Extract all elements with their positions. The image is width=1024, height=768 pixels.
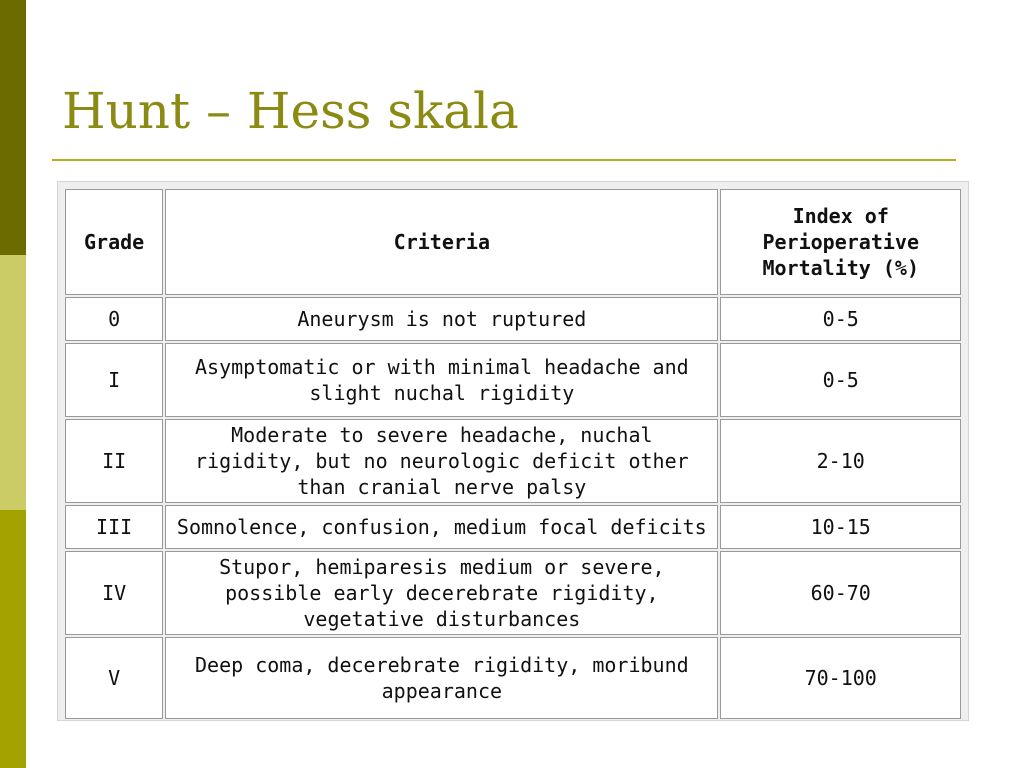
cell-grade: V xyxy=(65,637,163,719)
table-row xyxy=(65,343,961,417)
cell-grade: IV xyxy=(65,551,163,635)
table-row xyxy=(65,297,961,341)
cell-criteria: Aneurysm is not ruptured xyxy=(165,297,718,341)
table-row xyxy=(65,637,961,719)
header-criteria: Criteria xyxy=(165,189,718,295)
side-bar-bottom xyxy=(0,510,26,768)
cell-index: 70-100 xyxy=(720,637,961,719)
cell-criteria: Stupor, hemiparesis medium or severe, possible early decerebrate rigidity, vegetative disturbances xyxy=(165,551,718,635)
cell-index: 2-10 xyxy=(720,419,961,503)
side-bar-top xyxy=(0,0,26,255)
table-row xyxy=(65,419,961,503)
header-index: Index of Perioperative Mortality (%) xyxy=(720,189,961,295)
side-bar-middle xyxy=(0,255,26,510)
cell-criteria: Deep coma, decerebrate rigidity, moribund appearance xyxy=(165,637,718,719)
cell-criteria: Asymptomatic or with minimal headache and slight nuchal rigidity xyxy=(165,343,718,417)
cell-criteria: Somnolence, confusion, medium focal deficits xyxy=(165,505,718,549)
table-row xyxy=(65,505,961,549)
cell-grade: III xyxy=(65,505,163,549)
cell-index: 0-5 xyxy=(720,343,961,417)
header-grade: Grade xyxy=(65,189,163,295)
table-header-row xyxy=(65,189,961,295)
cell-criteria: Moderate to severe headache, nuchal rigidity, but no neurologic deficit other than cranial nerve palsy xyxy=(165,419,718,503)
cell-grade: II xyxy=(65,419,163,503)
cell-grade: I xyxy=(65,343,163,417)
slide-title: Hunt – Hess skala xyxy=(62,82,519,140)
cell-index: 0-5 xyxy=(720,297,961,341)
title-divider xyxy=(52,159,956,161)
cell-index: 60-70 xyxy=(720,551,961,635)
cell-index: 10-15 xyxy=(720,505,961,549)
hunt-hess-table xyxy=(63,187,963,721)
cell-grade: 0 xyxy=(65,297,163,341)
table-row xyxy=(65,551,961,635)
